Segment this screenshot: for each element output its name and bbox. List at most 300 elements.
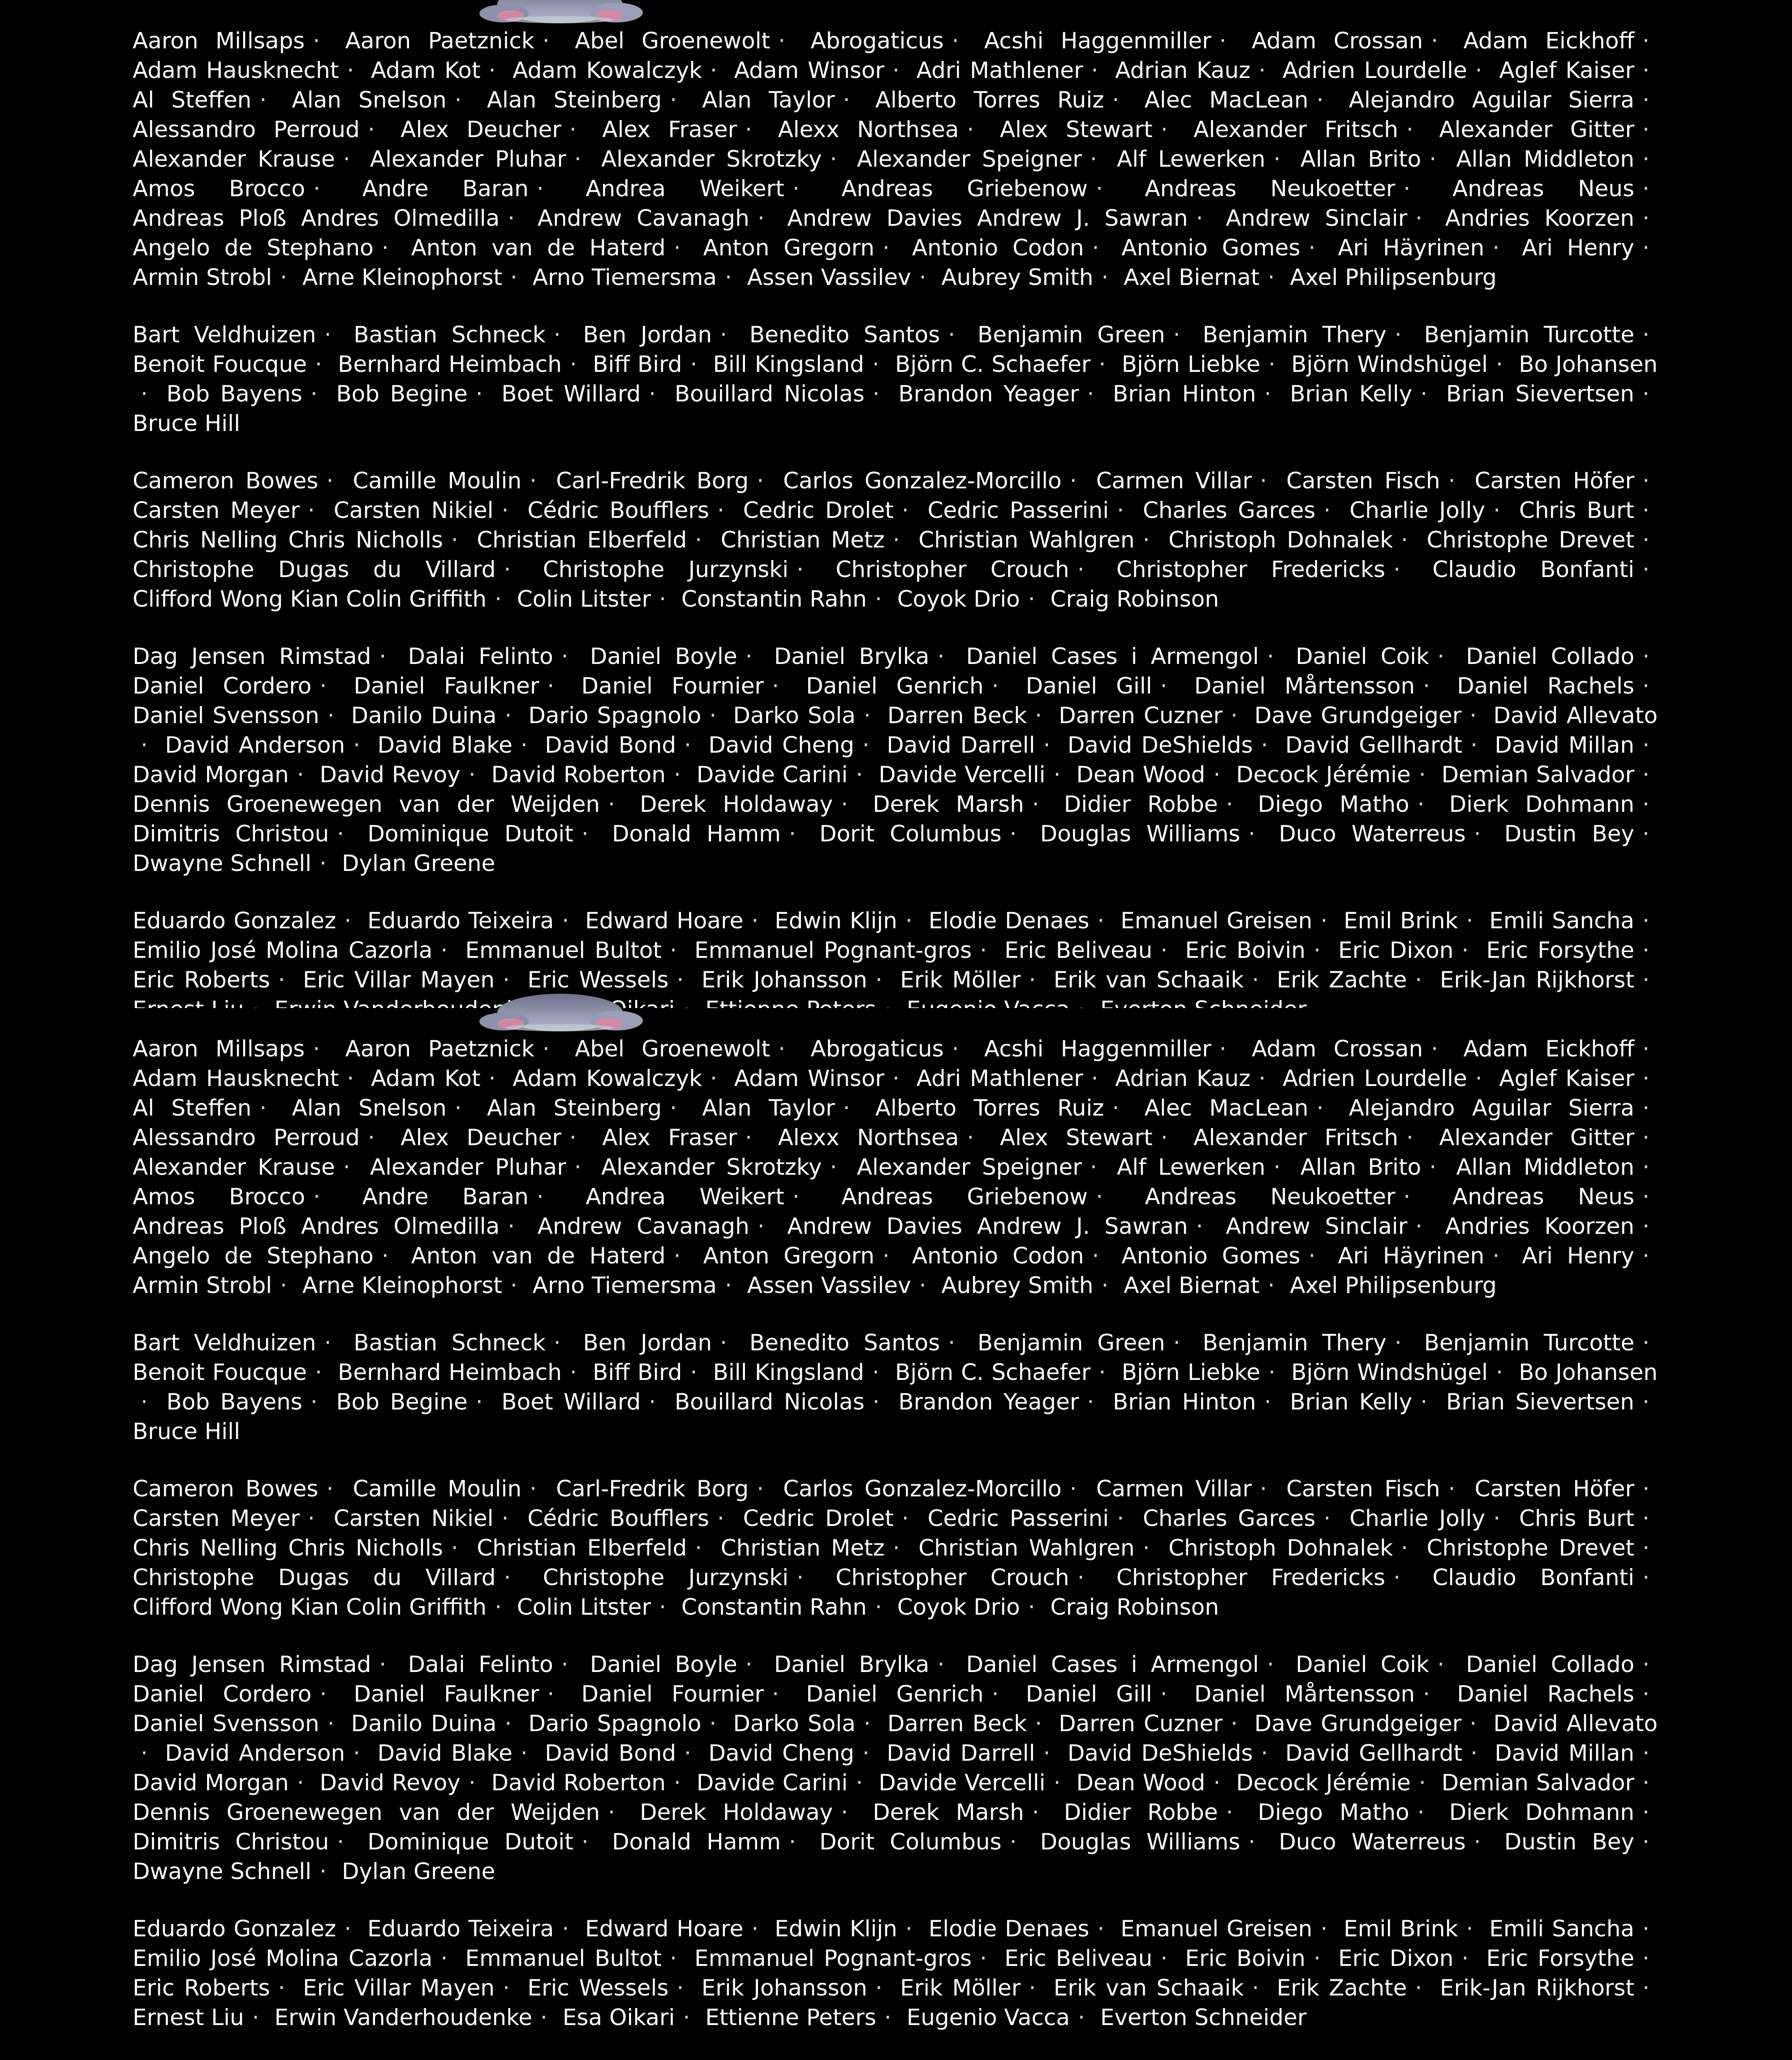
- separator-dot: ·: [792, 1184, 800, 1210]
- separator-dot: ·: [1431, 1036, 1439, 1062]
- separator-dot: ·: [1323, 497, 1331, 523]
- credit-name: Adrian Kauz: [1115, 1065, 1251, 1091]
- separator-dot: ·: [788, 1829, 796, 1855]
- separator-dot: ·: [1642, 1829, 1650, 1855]
- separator-dot: ·: [724, 1272, 732, 1298]
- credit-name: Erik Möller: [900, 1975, 1021, 2001]
- credit-name: Aaron Millsaps: [133, 28, 305, 54]
- separator-dot: ·: [569, 1125, 577, 1151]
- credit-name: Emili Sancha: [1489, 908, 1635, 934]
- credit-name: Duco Waterreus: [1279, 821, 1466, 847]
- separator-dot: ·: [1415, 1213, 1423, 1239]
- separator-dot: ·: [797, 556, 804, 582]
- separator-dot: ·: [673, 1770, 681, 1796]
- separator-dot: ·: [778, 1036, 786, 1062]
- credits-group: [133, 906, 1658, 1024]
- credits-group: [133, 642, 1658, 878]
- separator-dot: ·: [297, 1770, 304, 1796]
- credit-name: Benedito Santos: [749, 322, 940, 348]
- separator-dot: ·: [1261, 732, 1268, 758]
- separator-dot: ·: [1091, 1065, 1098, 1091]
- credit-name: Daniel Mårtensson: [1194, 1681, 1415, 1707]
- credit-name: Erik van Schaaik: [1053, 1975, 1244, 2001]
- separator-dot: ·: [508, 1213, 515, 1239]
- separator-dot: ·: [1642, 673, 1650, 699]
- credit-name: Emil Brink: [1344, 908, 1458, 934]
- separator-dot: ·: [313, 1184, 320, 1210]
- separator-dot: ·: [1160, 937, 1168, 963]
- separator-dot: ·: [863, 1711, 871, 1737]
- separator-dot: ·: [948, 1330, 956, 1356]
- separator-dot: ·: [1466, 908, 1473, 934]
- credit-name: Abrogaticus: [810, 28, 944, 54]
- credit-name: Adrien Lourdelle: [1283, 1065, 1467, 1091]
- separator-dot: ·: [561, 643, 569, 669]
- credit-name: Eugenio Vacca: [906, 2004, 1070, 2030]
- credit-name: Christophe Dugas du Villard: [133, 1564, 496, 1590]
- credit-name: Andrew Cavanagh: [537, 205, 750, 231]
- credit-name: Acshi Haggenmiller: [984, 28, 1211, 54]
- separator-dot: ·: [1078, 2004, 1085, 2030]
- separator-dot: ·: [1160, 1125, 1168, 1151]
- credit-name: Benedito Santos: [749, 1330, 940, 1356]
- separator-dot: ·: [1213, 1770, 1221, 1796]
- separator-dot: ·: [1495, 351, 1503, 377]
- credit-name: Bernhard Heimbach: [338, 1359, 562, 1385]
- credit-name: Erik Johansson: [701, 1975, 867, 2001]
- separator-dot: ·: [1226, 791, 1233, 817]
- credit-name: Erik-Jan Rijkhorst: [1439, 1975, 1635, 2001]
- credit-name: Antonio Gomes: [1121, 235, 1301, 261]
- separator-dot: ·: [1097, 908, 1105, 934]
- credit-name: Christian Elberfeld: [477, 527, 687, 553]
- credit-name: Allan Middleton: [1456, 1154, 1635, 1180]
- separator-dot: ·: [884, 2004, 892, 2030]
- separator-dot: ·: [1097, 1916, 1105, 1942]
- separator-dot: ·: [1642, 146, 1650, 172]
- credit-name: Davide Vercelli: [879, 762, 1046, 788]
- separator-dot: ·: [683, 2004, 690, 2030]
- credit-name: Bernhard Heimbach: [338, 351, 562, 377]
- separator-dot: ·: [608, 1799, 615, 1825]
- separator-dot: ·: [1642, 497, 1650, 523]
- separator-dot: ·: [1469, 1711, 1477, 1737]
- credit-name: Alexander Fritsch: [1193, 116, 1398, 142]
- credit-name: Andreas Ploß Andres Olmedilla: [133, 1213, 500, 1239]
- separator-dot: ·: [367, 1125, 375, 1151]
- separator-dot: ·: [1095, 176, 1103, 202]
- separator-dot: ·: [313, 1036, 320, 1062]
- credit-name: Adam Crossan: [1251, 1036, 1423, 1062]
- separator-dot: ·: [1642, 937, 1650, 963]
- credit-name: Anton van de Haterd: [411, 1243, 666, 1269]
- separator-dot: ·: [468, 1770, 476, 1796]
- separator-dot: ·: [991, 1681, 999, 1707]
- separator-dot: ·: [1642, 1535, 1650, 1561]
- credit-name: Daniel Collado: [1466, 643, 1635, 669]
- credit-name: Alexander Gitter: [1439, 116, 1635, 142]
- separator-dot: ·: [980, 937, 987, 963]
- separator-dot: ·: [1642, 1975, 1650, 2001]
- credit-name: Brian Sievertsen: [1446, 381, 1634, 407]
- separator-dot: ·: [141, 1389, 148, 1415]
- credit-name: Dominique Dutoit: [367, 1829, 573, 1855]
- separator-dot: ·: [326, 1476, 334, 1502]
- credit-name: Darko Sola: [733, 702, 856, 728]
- separator-dot: ·: [488, 1065, 496, 1091]
- credit-name: Eric Forsythe: [1486, 1945, 1635, 1971]
- credit-name: Andreas Neus: [1452, 176, 1635, 202]
- credit-name: Didier Robbe: [1064, 791, 1218, 817]
- separator-dot: ·: [1112, 1095, 1120, 1121]
- separator-dot: ·: [1264, 1389, 1271, 1415]
- credit-name: Aaron Paetznick: [345, 28, 534, 54]
- credit-name: Darren Cuzner: [1059, 702, 1223, 728]
- separator-dot: ·: [1092, 235, 1099, 261]
- credit-name: Alf Lewerken: [1117, 1154, 1266, 1180]
- separator-dot: ·: [673, 762, 681, 788]
- credit-name: Emilio José Molina Cazorla: [133, 937, 433, 963]
- separator-dot: ·: [875, 1975, 883, 2001]
- credit-name: Daniel Cases i Armengol: [966, 1651, 1259, 1677]
- credits-list: [133, 26, 1658, 1052]
- credit-name: David DeShields: [1067, 732, 1253, 758]
- separator-dot: ·: [1642, 381, 1650, 407]
- separator-dot: ·: [1642, 967, 1650, 993]
- separator-dot: ·: [337, 821, 345, 847]
- credit-name: Christopher Fredericks: [1116, 556, 1386, 582]
- separator-dot: ·: [581, 1829, 589, 1855]
- credit-name: Alex Stewart: [999, 116, 1153, 142]
- credit-name: David Morgan: [133, 1770, 289, 1796]
- separator-dot: ·: [440, 937, 448, 963]
- credit-name: Ben Jordan: [583, 1330, 712, 1356]
- credit-name: Alexander Gitter: [1439, 1125, 1635, 1151]
- credit-name: Assen Vassilev: [747, 1272, 911, 1298]
- credit-name: Adam Kowalczyk: [513, 1065, 702, 1091]
- credit-name: Benjamin Green: [977, 1330, 1165, 1356]
- separator-dot: ·: [542, 28, 550, 54]
- credit-name: Andrew Cavanagh: [537, 1213, 750, 1239]
- credit-name: Aglef Kaiser: [1499, 1065, 1635, 1091]
- credit-name: David Blake: [377, 1740, 513, 1766]
- credit-name: Eric Dixon: [1338, 937, 1454, 963]
- separator-dot: ·: [475, 381, 483, 407]
- credits-group: [133, 466, 1658, 614]
- separator-dot: ·: [843, 87, 850, 113]
- separator-dot: ·: [709, 702, 717, 728]
- separator-dot: ·: [875, 967, 883, 993]
- separator-dot: ·: [1642, 1036, 1650, 1062]
- credit-name: Erik Zachte: [1276, 967, 1407, 993]
- credit-name: Emmanuel Pognant-gros: [694, 937, 972, 963]
- separator-dot: ·: [1267, 1272, 1275, 1298]
- separator-dot: ·: [1258, 1065, 1266, 1091]
- credit-name: Allan Brito: [1300, 146, 1422, 172]
- credit-name: Colin Litster: [517, 1594, 651, 1620]
- separator-dot: ·: [771, 673, 779, 699]
- separator-dot: ·: [1248, 821, 1256, 847]
- separator-dot: ·: [670, 1945, 677, 1971]
- credit-name: Ari Häyrinen: [1338, 235, 1485, 261]
- separator-dot: ·: [1642, 821, 1650, 847]
- credit-name: Elodie Denaes: [928, 908, 1090, 934]
- credit-name: Aubrey Smith: [941, 1272, 1094, 1298]
- separator-dot: ·: [313, 28, 320, 54]
- separator-dot: ·: [1252, 1975, 1259, 2001]
- credit-name: Brian Sievertsen: [1446, 1389, 1634, 1415]
- credit-name: Bastian Schneck: [353, 1330, 546, 1356]
- credit-name: Dario Spagnolo: [528, 702, 702, 728]
- separator-dot: ·: [1260, 468, 1267, 494]
- separator-dot: ·: [1028, 586, 1035, 612]
- mascot-image: [461, 995, 659, 1037]
- credit-name: Erik Möller: [900, 967, 1021, 993]
- credit-name: Alexx Northsea: [778, 1125, 959, 1151]
- separator-dot: ·: [1406, 1125, 1413, 1151]
- credit-name: Craig Robinson: [1050, 586, 1219, 612]
- separator-dot: ·: [1642, 732, 1650, 758]
- credit-name: Biff Bird: [593, 351, 682, 377]
- separator-dot: ·: [141, 1740, 148, 1766]
- credit-name: Erik van Schaaik: [1053, 967, 1244, 993]
- separator-dot: ·: [690, 351, 698, 377]
- separator-dot: ·: [1642, 1065, 1650, 1091]
- credit-name: Adam Kot: [370, 1065, 481, 1091]
- separator-dot: ·: [1642, 1916, 1650, 1942]
- credit-name: Daniel Genrich: [806, 1681, 984, 1707]
- credit-name: Erwin Vanderhoudenke: [274, 2004, 532, 2030]
- credit-name: Darko Sola: [733, 1711, 856, 1737]
- credit-name: Dimitris Christou: [133, 821, 329, 847]
- credit-name: Alec MacLean: [1144, 87, 1309, 113]
- credit-name: David Morgan: [133, 762, 289, 788]
- credit-name: Alan Steinberg: [487, 1095, 662, 1121]
- credit-name: Dave Grundgeiger: [1254, 1711, 1462, 1737]
- separator-dot: ·: [797, 1564, 804, 1590]
- separator-dot: ·: [508, 205, 515, 231]
- separator-dot: ·: [659, 1594, 666, 1620]
- credit-name: Bob Begine: [336, 1389, 468, 1415]
- credit-name: Brandon Yeager: [898, 1389, 1079, 1415]
- separator-dot: ·: [259, 1095, 267, 1121]
- credit-name: Andreas Ploß Andres Olmedilla: [133, 205, 500, 231]
- credit-name: David Anderson: [165, 1740, 345, 1766]
- credit-name: Adri Mathlener: [916, 57, 1083, 83]
- credit-name: Andries Koorzen: [1445, 205, 1635, 231]
- separator-dot: ·: [919, 264, 926, 290]
- credit-name: Daniel Collado: [1466, 1651, 1635, 1677]
- credit-name: Al Steffen: [133, 1095, 252, 1121]
- credit-name: Alberto Torres Ruiz: [875, 1095, 1104, 1121]
- separator-dot: ·: [1437, 643, 1445, 669]
- separator-dot: ·: [1448, 1476, 1456, 1502]
- credit-name: Aaron Millsaps: [133, 1036, 305, 1062]
- separator-dot: ·: [347, 57, 354, 83]
- separator-dot: ·: [1268, 1359, 1275, 1385]
- separator-dot: ·: [1406, 116, 1413, 142]
- credit-name: Chris Burt: [1519, 1505, 1635, 1531]
- separator-dot: ·: [717, 497, 724, 523]
- credit-name: Chris Burt: [1519, 497, 1635, 523]
- separator-dot: ·: [581, 821, 589, 847]
- credit-name: Constantin Rahn: [681, 586, 867, 612]
- credit-name: Erik-Jan Rijkhorst: [1439, 967, 1635, 993]
- credit-name: Benjamin Green: [977, 322, 1165, 348]
- separator-dot: ·: [510, 264, 517, 290]
- separator-dot: ·: [313, 176, 320, 202]
- credit-name: Bob Begine: [336, 381, 468, 407]
- separator-dot: ·: [562, 908, 569, 934]
- separator-dot: ·: [319, 1858, 327, 1884]
- separator-dot: ·: [1473, 1829, 1481, 1855]
- credit-name: Dean Wood: [1076, 1770, 1206, 1796]
- credit-name: Alex Deucher: [401, 116, 561, 142]
- separator-dot: ·: [1493, 1505, 1501, 1531]
- separator-dot: ·: [1415, 205, 1423, 231]
- credit-name: David Bond: [545, 1740, 676, 1766]
- separator-dot: ·: [278, 967, 285, 993]
- credit-name: Cedric Drolet: [743, 1505, 894, 1531]
- credit-name: Camille Moulin: [353, 1476, 522, 1502]
- credit-name: Adam Eickhoff: [1463, 1036, 1634, 1062]
- credit-name: Bob Bayens: [166, 1389, 302, 1415]
- separator-dot: ·: [608, 791, 615, 817]
- credit-name: Dwayne Schnell: [133, 1858, 312, 1884]
- separator-dot: ·: [673, 235, 681, 261]
- credit-name: Armin Strobl: [133, 264, 272, 290]
- credit-name: Charles Garces: [1142, 497, 1316, 523]
- separator-dot: ·: [1642, 28, 1650, 54]
- separator-dot: ·: [1423, 1681, 1430, 1707]
- separator-dot: ·: [1492, 1243, 1500, 1269]
- credit-name: Claudio Bonfanti: [1432, 1564, 1635, 1590]
- separator-dot: ·: [1077, 1564, 1085, 1590]
- separator-dot: ·: [1473, 821, 1481, 847]
- credit-name: Alejandro Aguilar Sierra: [1348, 1095, 1635, 1121]
- credit-name: Emili Sancha: [1489, 1916, 1635, 1942]
- credit-name: Carsten Meyer: [133, 1505, 300, 1531]
- credit-name: Christopher Crouch: [836, 556, 1069, 582]
- credit-name: Daniel Boyle: [590, 643, 737, 669]
- separator-dot: ·: [1160, 1681, 1167, 1707]
- credit-name: Derek Holdaway: [640, 791, 833, 817]
- separator-dot: ·: [1009, 821, 1017, 847]
- separator-dot: ·: [1420, 1389, 1428, 1415]
- credit-name: Daniel Coik: [1296, 1651, 1430, 1677]
- separator-dot: ·: [892, 57, 900, 83]
- separator-dot: ·: [1029, 1975, 1036, 2001]
- separator-dot: ·: [771, 1681, 779, 1707]
- separator-dot: ·: [1043, 1740, 1051, 1766]
- separator-dot: ·: [326, 468, 334, 494]
- separator-dot: ·: [1043, 732, 1051, 758]
- separator-dot: ·: [259, 87, 267, 113]
- credit-name: Bart Veldhuizen: [133, 322, 316, 348]
- separator-dot: ·: [1470, 732, 1478, 758]
- credit-name: Carlos Gonzalez-Morcillo: [783, 468, 1062, 494]
- separator-dot: ·: [1642, 1213, 1650, 1239]
- separator-dot: ·: [1642, 1945, 1650, 1971]
- credit-name: David Roberton: [491, 1770, 666, 1796]
- credit-name: Eric Boivin: [1185, 1945, 1306, 1971]
- credit-name: Eric Forsythe: [1486, 937, 1635, 963]
- credit-name: Carmen Villar: [1096, 468, 1252, 494]
- credit-name: Eduardo Teixeira: [367, 908, 554, 934]
- separator-dot: ·: [710, 1065, 717, 1091]
- separator-dot: ·: [892, 1065, 900, 1091]
- credit-name: David Darrell: [887, 1740, 1035, 1766]
- separator-dot: ·: [676, 1975, 684, 2001]
- separator-dot: ·: [501, 1505, 509, 1531]
- credit-name: Andreas Neukoetter: [1145, 1184, 1396, 1210]
- separator-dot: ·: [319, 850, 327, 876]
- separator-dot: ·: [1219, 28, 1227, 54]
- separator-dot: ·: [670, 87, 677, 113]
- separator-dot: ·: [1403, 1184, 1411, 1210]
- credit-name: Bo Johansen: [1519, 1359, 1658, 1385]
- separator-dot: ·: [856, 1770, 863, 1796]
- credit-name: Christian Metz: [720, 1535, 885, 1561]
- separator-dot: ·: [1642, 1243, 1650, 1269]
- credit-name: Daniel Brylka: [774, 643, 930, 669]
- credit-name: Alan Taylor: [702, 87, 835, 113]
- credit-name: Davide Carini: [696, 762, 848, 788]
- separator-dot: ·: [451, 527, 458, 553]
- separator-dot: ·: [504, 702, 512, 728]
- separator-dot: ·: [1417, 791, 1425, 817]
- credit-name: Ari Häyrinen: [1338, 1243, 1485, 1269]
- credit-name: Alan Snelson: [292, 87, 447, 113]
- separator-dot: ·: [1415, 1975, 1422, 2001]
- separator-dot: ·: [1090, 146, 1097, 172]
- separator-dot: ·: [1087, 381, 1094, 407]
- credit-name: Dennis Groenewegen van der Weijden: [133, 791, 600, 817]
- separator-dot: ·: [1142, 1535, 1150, 1561]
- credit-name: David Allevato: [1493, 1711, 1658, 1737]
- separator-dot: ·: [757, 1213, 765, 1239]
- separator-dot: ·: [1401, 1535, 1408, 1561]
- credit-name: Carl-Fredrik Borg: [556, 468, 749, 494]
- separator-dot: ·: [676, 967, 684, 993]
- separator-dot: ·: [952, 28, 959, 54]
- credit-name: Angelo de Stephano: [133, 235, 374, 261]
- credit-name: Derek Marsh: [873, 791, 1024, 817]
- credit-name: Daniel Coik: [1296, 643, 1430, 669]
- credit-name: Emanuel Greisen: [1120, 1916, 1313, 1942]
- credit-name: David Darrell: [887, 732, 1035, 758]
- credit-name: Arne Kleinophorst: [302, 1272, 502, 1298]
- credit-name: David Cheng: [708, 1740, 854, 1766]
- credit-name: Cedric Drolet: [743, 497, 894, 523]
- separator-dot: ·: [319, 1681, 327, 1707]
- credit-name: Christopher Fredericks: [1116, 1564, 1386, 1590]
- separator-dot: ·: [1393, 1564, 1400, 1590]
- credit-name: Charlie Jolly: [1349, 1505, 1486, 1531]
- separator-dot: ·: [841, 791, 849, 817]
- credit-name: Carl-Fredrik Borg: [556, 1476, 749, 1502]
- credit-name: Amos Brocco: [133, 1184, 306, 1210]
- credit-name: Chris Nelling Chris Nicholls: [133, 1535, 443, 1561]
- separator-dot: ·: [569, 116, 577, 142]
- separator-dot: ·: [1437, 1651, 1445, 1677]
- separator-dot: ·: [792, 176, 800, 202]
- separator-dot: ·: [327, 1711, 335, 1737]
- separator-dot: ·: [353, 732, 361, 758]
- separator-dot: ·: [1642, 908, 1650, 934]
- credit-name: Eric Villar Mayen: [303, 1975, 495, 2001]
- credit-name: Cedric Passerini: [927, 1505, 1109, 1531]
